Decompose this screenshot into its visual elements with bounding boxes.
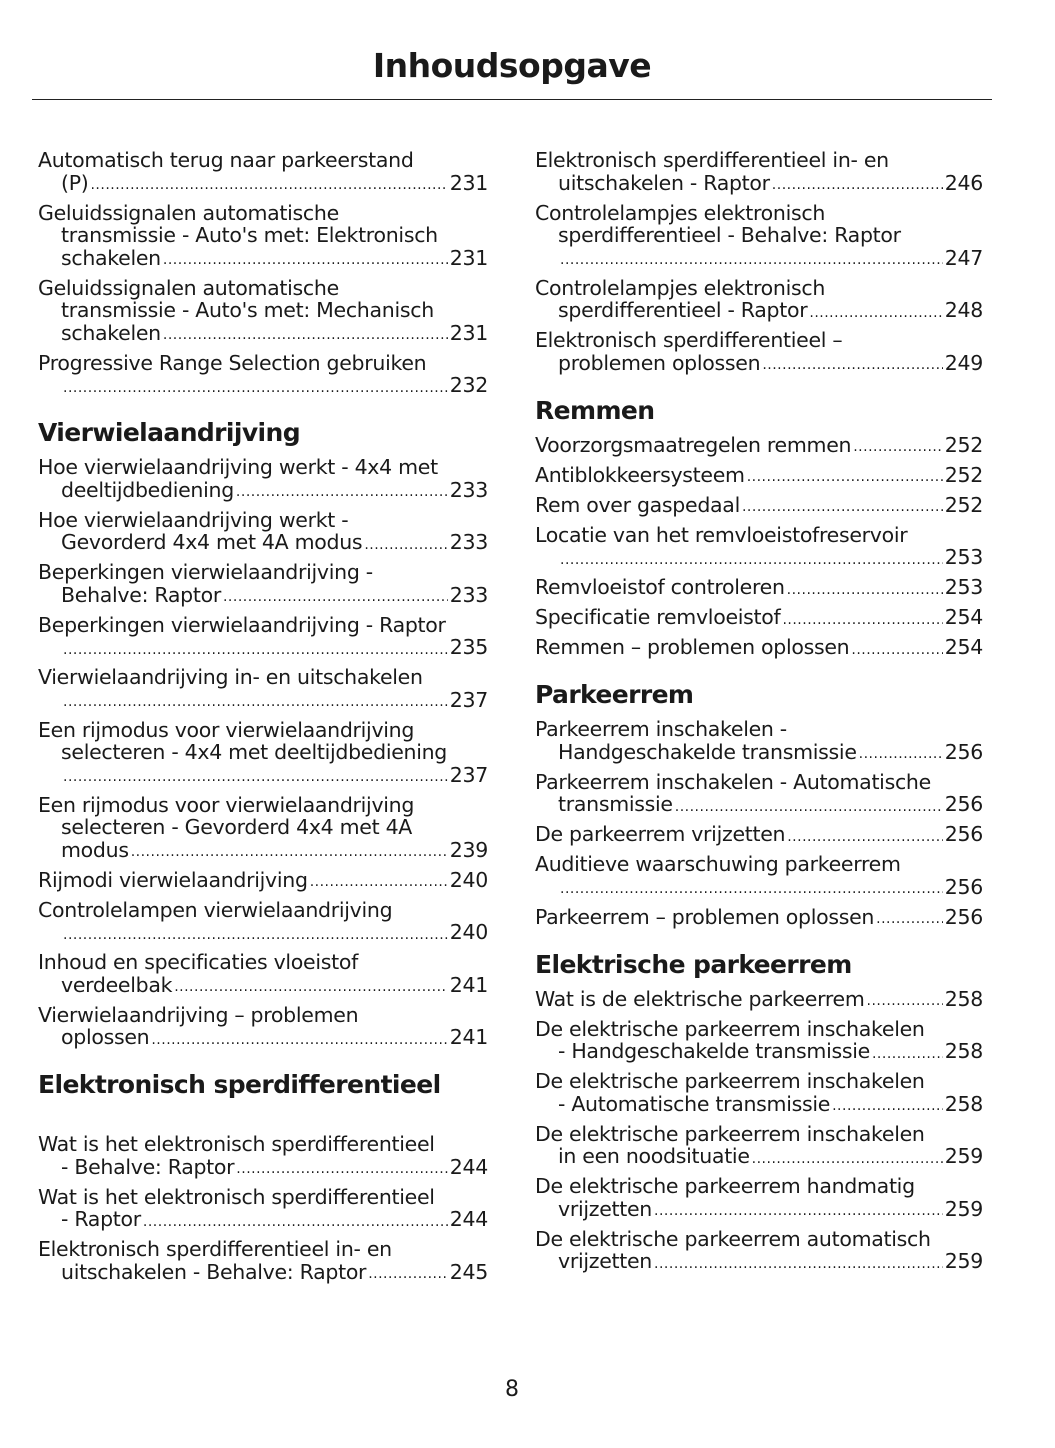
toc-entry[interactable] xyxy=(38,456,488,501)
toc-entry[interactable] xyxy=(38,1004,488,1049)
toc-entry-text: Remmen – problemen oplossen xyxy=(535,635,850,659)
title-divider xyxy=(32,99,992,100)
toc-page-number: 259 xyxy=(944,1249,983,1273)
toc-page-number: 244 xyxy=(449,1154,488,1179)
toc-entry-text: Controlelampen vierwielaandrijving xyxy=(38,897,393,922)
toc-entry-text: selecteren - Gevorderd 4x4 met 4A xyxy=(61,815,413,839)
dot-leader xyxy=(747,468,943,486)
toc-entry-text: Controlelampjes elektronisch xyxy=(535,200,826,225)
toc-entry[interactable] xyxy=(38,899,488,944)
toc-page-number: 231 xyxy=(449,170,488,195)
toc-entry-text: oplossen xyxy=(61,1025,150,1049)
dot-leader xyxy=(654,1202,943,1220)
toc-entry-text: Elektronisch sperdifferentieel in- en xyxy=(535,148,889,172)
dot-leader xyxy=(310,873,448,891)
toc-page-number: 258 xyxy=(944,1091,983,1116)
toc-entry-text: - Handgeschakelde transmissie xyxy=(558,1039,870,1063)
toc-entry-text: Geluidssignalen automatische xyxy=(38,200,339,225)
toc-page-number: 239 xyxy=(449,837,488,862)
toc-page-number: 241 xyxy=(449,1025,488,1049)
toc-page-number: 233 xyxy=(449,582,488,607)
toc-entry[interactable] xyxy=(535,1018,983,1063)
dot-leader xyxy=(131,843,448,861)
toc-entry-text: - Automatische transmissie xyxy=(558,1091,831,1116)
dot-leader xyxy=(809,304,942,322)
dot-leader xyxy=(787,581,943,599)
dot-leader xyxy=(63,693,448,711)
toc-page-number: 248 xyxy=(944,298,983,322)
toc-entry-text: sperdifferentieel - Behalve: Raptor xyxy=(558,223,901,247)
toc-entry-text: sperdifferentieel - Raptor xyxy=(558,298,808,322)
toc-entry[interactable] xyxy=(535,606,983,629)
toc-entry-text: Wat is het elektronisch sperdifferentieel xyxy=(38,1184,435,1209)
toc-entry-text: verdeelbak xyxy=(61,972,173,997)
toc-entry-text: Automatisch terug naar parkeerstand xyxy=(38,148,414,172)
toc-page-number: 232 xyxy=(449,373,488,397)
toc-page-number: 254 xyxy=(944,605,983,629)
toc-entry[interactable] xyxy=(535,202,983,270)
toc-entry-text: Voorzorgsmaatregelen remmen xyxy=(535,432,852,457)
toc-page-number: 237 xyxy=(449,762,488,787)
section-heading: Vierwielaandrijving xyxy=(38,418,301,447)
dot-leader xyxy=(654,1255,943,1273)
toc-entry-text: Auditieve waarschuwing parkeerrem xyxy=(535,852,901,876)
dot-leader xyxy=(787,828,943,846)
toc-entry-text: Gevorderd 4x4 met 4A modus xyxy=(61,530,363,554)
toc-entry[interactable] xyxy=(535,718,983,763)
toc-entry[interactable] xyxy=(535,988,983,1011)
toc-entry-text: Elektronisch sperdifferentieel in- en xyxy=(38,1237,392,1261)
toc-page-number: 231 xyxy=(449,320,488,345)
toc-entry[interactable] xyxy=(535,636,983,659)
dot-leader xyxy=(742,498,943,516)
toc-page-number: 240 xyxy=(449,867,488,892)
toc-entry-text: - Raptor xyxy=(61,1207,141,1231)
section-heading: Remmen xyxy=(535,395,655,425)
dot-leader xyxy=(876,910,943,928)
toc-entry[interactable] xyxy=(535,906,983,929)
toc-entry-text: Hoe vierwielaandrijving werkt - 4x4 met xyxy=(38,455,438,479)
dot-leader xyxy=(163,251,448,269)
toc-entry-text: transmissie xyxy=(558,792,673,816)
dot-leader xyxy=(223,588,448,606)
toc-right-column xyxy=(535,149,983,1280)
dot-leader xyxy=(368,1265,448,1283)
dot-leader xyxy=(560,880,943,898)
toc-entry-text: Behalve: Raptor xyxy=(61,582,221,607)
toc-entry-text: De elektrische parkeerrem handmatig xyxy=(535,1174,915,1198)
toc-entry[interactable] xyxy=(38,1133,488,1178)
toc-entry[interactable] xyxy=(38,277,488,345)
toc-entry-text: Locatie van het remvloeistofreservoir xyxy=(535,522,908,547)
toc-entry[interactable] xyxy=(535,524,983,569)
toc-entry[interactable] xyxy=(38,352,488,397)
toc-entry-text: problemen oplossen xyxy=(558,350,761,375)
toc-page-number: 249 xyxy=(944,350,983,375)
toc-entry-text: uitschakelen - Behalve: Raptor xyxy=(61,1259,367,1284)
toc-entry-text: De elektrische parkeerrem inschakelen xyxy=(535,1069,925,1093)
page-number: 8 xyxy=(505,1377,519,1402)
toc-page-number: 259 xyxy=(944,1196,983,1221)
toc-entry-text: De elektrische parkeerrem automatisch xyxy=(535,1226,931,1251)
section-heading: Elektronisch sperdifferentieel xyxy=(38,1070,441,1099)
toc-entry-text: Vierwielaandrijving in- en uitschakelen xyxy=(38,665,423,689)
toc-entry[interactable] xyxy=(535,464,983,487)
toc-left-column xyxy=(38,149,488,1291)
toc-page-number: 252 xyxy=(944,492,983,517)
toc-page-number: 259 xyxy=(944,1144,983,1168)
toc-entry-text: Parkeerrem inschakelen - Automatische xyxy=(535,769,931,794)
dot-leader xyxy=(867,992,943,1010)
toc-page-number: 235 xyxy=(449,635,488,659)
toc-entry-text: Wat is het elektronisch sperdifferentieel xyxy=(38,1132,435,1156)
toc-entry[interactable] xyxy=(535,576,983,599)
dot-leader xyxy=(832,1097,943,1115)
dot-leader xyxy=(63,768,448,786)
toc-page-number: 253 xyxy=(944,545,983,569)
toc-entry-text: Parkeerrem – problemen oplossen xyxy=(535,904,875,929)
toc-page-number: 240 xyxy=(449,920,488,944)
toc-page-number: 256 xyxy=(944,874,983,899)
toc-entry-text: schakelen xyxy=(61,320,161,345)
toc-page-number: 254 xyxy=(944,635,983,659)
toc-entry-text: Wat is de elektrische parkeerrem xyxy=(535,986,865,1011)
toc-entry[interactable] xyxy=(38,794,488,862)
toc-entry-text: schakelen xyxy=(61,245,161,270)
toc-page-number: 256 xyxy=(944,792,983,816)
dot-leader xyxy=(762,356,942,374)
toc-entry-text: selecteren - 4x4 met deeltijdbediening xyxy=(61,740,448,764)
dot-leader xyxy=(63,926,448,944)
toc-page-number: 252 xyxy=(944,462,983,487)
dot-leader xyxy=(853,438,943,456)
toc-page-number: 244 xyxy=(449,1207,488,1231)
toc-entry[interactable] xyxy=(535,434,983,457)
toc-entry-text: Controlelampjes elektronisch xyxy=(535,275,826,300)
toc-entry-text: Beperkingen vierwielaandrijving - Raptor xyxy=(38,612,446,637)
dot-leader xyxy=(63,379,448,397)
toc-entry[interactable] xyxy=(535,1175,983,1220)
toc-entry[interactable] xyxy=(535,823,983,846)
toc-entry-text: vrijzetten xyxy=(558,1249,653,1273)
toc-entry-text: Beperkingen vierwielaandrijving - xyxy=(38,560,373,584)
toc-entry[interactable] xyxy=(38,1186,488,1231)
toc-page-number: 241 xyxy=(449,972,488,997)
dot-leader xyxy=(782,611,942,629)
toc-entry-text: Antiblokkeersysteem xyxy=(535,462,745,487)
toc-page-number: 245 xyxy=(449,1259,488,1284)
toc-entry-text: in een noodsituatie xyxy=(558,1144,750,1168)
toc-page-number: 256 xyxy=(944,904,983,929)
toc-entry-text: Rem over gaspedaal xyxy=(535,492,740,517)
toc-entry[interactable] xyxy=(38,719,488,787)
toc-entry[interactable] xyxy=(38,1238,488,1283)
toc-entry[interactable] xyxy=(535,494,983,517)
dot-leader xyxy=(236,483,448,501)
toc-page-number: 253 xyxy=(944,575,983,599)
section-heading: Parkeerrem xyxy=(535,680,694,709)
toc-entry-text: De elektrische parkeerrem inschakelen xyxy=(535,1016,925,1041)
toc-page-number: 256 xyxy=(944,822,983,846)
dot-leader xyxy=(174,978,448,996)
toc-entry-text: Progressive Range Selection gebruiken xyxy=(38,350,427,375)
toc-entry[interactable] xyxy=(38,666,488,711)
page-title: Inhoudsopgave xyxy=(372,46,652,85)
toc-entry-text: Inhoud en specificaties vloeistof xyxy=(38,950,359,974)
toc-entry[interactable] xyxy=(38,149,488,194)
toc-entry-text: Parkeerrem inschakelen - xyxy=(535,717,787,741)
toc-entry-text: transmissie - Auto's met: Mechanisch xyxy=(61,298,434,322)
toc-entry[interactable] xyxy=(38,869,488,892)
toc-entry-text: Geluidssignalen automatische xyxy=(38,275,339,300)
toc-entry[interactable] xyxy=(38,561,488,606)
toc-entry[interactable] xyxy=(38,951,488,996)
dot-leader xyxy=(772,176,943,194)
dot-leader xyxy=(752,1150,943,1168)
toc-page-number: 252 xyxy=(944,432,983,457)
toc-entry-text: deeltijdbediening xyxy=(61,477,234,502)
toc-page-number: 246 xyxy=(944,170,983,195)
toc-entry-text: Vierwielaandrijving – problemen xyxy=(38,1002,359,1027)
toc-entry[interactable] xyxy=(535,1070,983,1115)
toc-page-number: 237 xyxy=(449,687,488,712)
toc-entry-text: Een rijmodus voor vierwielaandrijving xyxy=(38,717,415,742)
dot-leader xyxy=(364,536,447,554)
dot-leader xyxy=(859,745,943,763)
dot-leader xyxy=(63,641,448,659)
dot-leader xyxy=(851,641,942,659)
toc-entry-text: Hoe vierwielaandrijving werkt - xyxy=(38,507,349,532)
toc-entry-text: - Behalve: Raptor xyxy=(61,1154,235,1179)
dot-leader xyxy=(143,1213,448,1231)
toc-entry-text: transmissie - Auto's met: Elektronisch xyxy=(61,223,438,247)
toc-entry-text: uitschakelen - Raptor xyxy=(558,170,770,195)
toc-entry[interactable] xyxy=(535,149,983,194)
dot-leader xyxy=(151,1031,447,1049)
toc-page-number: 247 xyxy=(944,245,983,270)
toc-entry[interactable] xyxy=(535,277,983,322)
toc-entry[interactable] xyxy=(535,1228,983,1273)
toc-entry-text: Rijmodi vierwielaandrijving xyxy=(38,867,308,892)
toc-page-number: 258 xyxy=(944,1039,983,1063)
toc-page-number: 231 xyxy=(449,245,488,270)
toc-entry-text: Een rijmodus voor vierwielaandrijving xyxy=(38,792,415,817)
toc-entry[interactable] xyxy=(38,202,488,270)
dot-leader xyxy=(560,551,943,569)
toc-entry-text: vrijzetten xyxy=(558,1196,653,1221)
toc-page-number: 256 xyxy=(944,739,983,764)
dot-leader xyxy=(163,326,448,344)
toc-page-number: 233 xyxy=(449,477,488,502)
toc-entry[interactable] xyxy=(535,1123,983,1168)
toc-entry-text: Specificatie remvloeistof xyxy=(535,605,781,629)
toc-entry[interactable] xyxy=(38,509,488,554)
toc-entry-text: De parkeerrem vrijzetten xyxy=(535,822,786,846)
toc-page-number: 233 xyxy=(449,530,488,554)
section-heading: Elektrische parkeerrem xyxy=(535,949,852,979)
toc-entry-text: Handgeschakelde transmissie xyxy=(558,739,857,764)
dot-leader xyxy=(236,1160,447,1178)
toc-entry[interactable] xyxy=(535,853,983,898)
dot-leader xyxy=(872,1045,943,1063)
toc-entry[interactable] xyxy=(535,771,983,816)
toc-entry-text: Remvloeistof controleren xyxy=(535,575,785,599)
toc-entry-text: (P) xyxy=(61,170,89,195)
dot-leader xyxy=(675,798,943,816)
dot-leader xyxy=(90,176,447,194)
toc-entry[interactable] xyxy=(535,329,983,374)
toc-entry-text: De elektrische parkeerrem inschakelen xyxy=(535,1121,925,1146)
toc-entry[interactable] xyxy=(38,614,488,659)
toc-entry-text: modus xyxy=(61,837,129,862)
dot-leader xyxy=(560,251,943,269)
toc-entry-text: Elektronisch sperdifferentieel – xyxy=(535,328,843,352)
toc-page-number: 258 xyxy=(944,986,983,1011)
